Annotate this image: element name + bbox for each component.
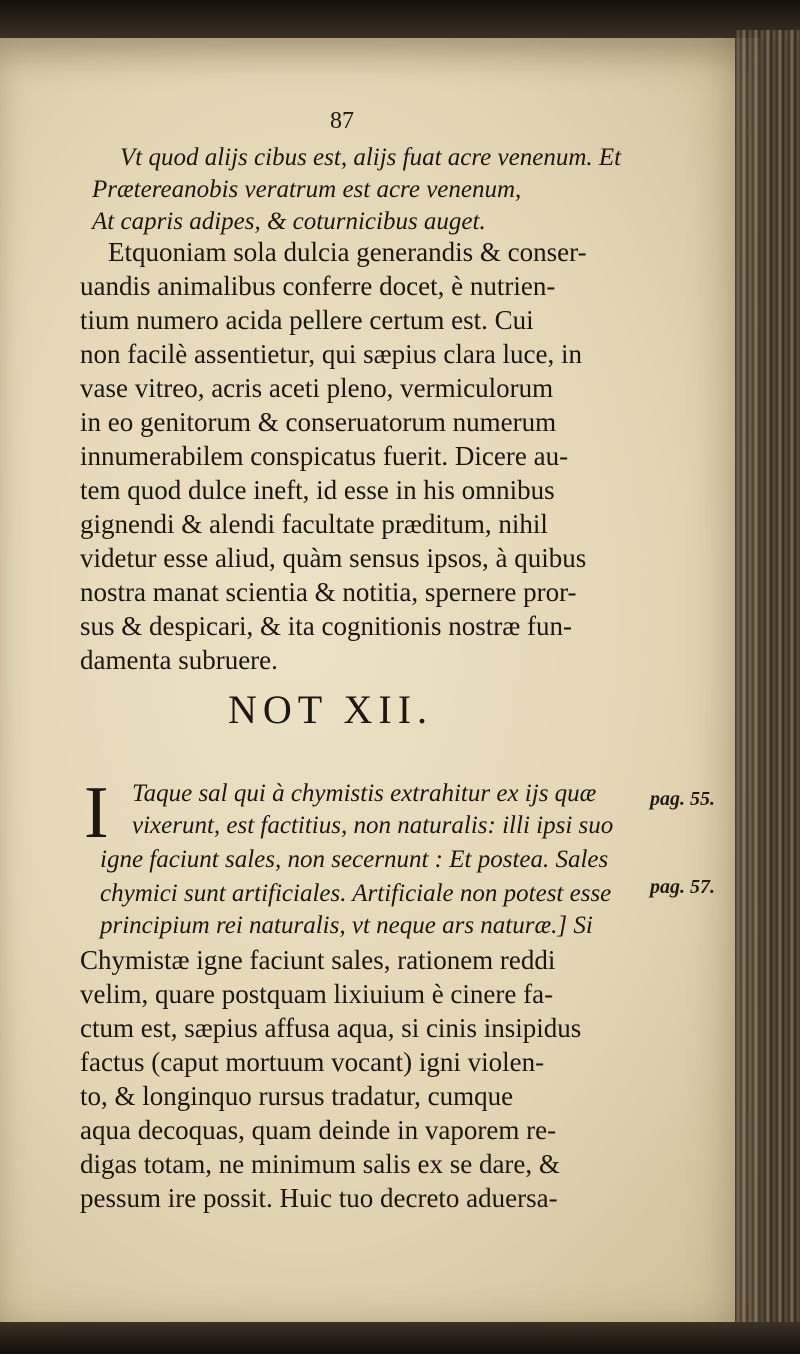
text-line: non facilè assentietur, qui sæpius clara luce, in <box>80 339 583 369</box>
text-line: tium numero acida pellere certum est. Cui <box>80 305 534 335</box>
text-line: damenta subruere. <box>80 645 278 675</box>
text-line-italic: Taque sal qui à chymistis extrahitur ex ijs quæ <box>132 780 597 807</box>
text-line: Chymistæ igne faciunt sales, rationem reddi <box>80 945 556 975</box>
text-line: aqua decoquas, quam deinde in vaporem re- <box>80 1115 557 1145</box>
text-line: tem quod dulce ineft, id esse in his omnibus <box>80 475 555 505</box>
text-line: vase vitreo, acris aceti pleno, vermiculorum <box>80 373 554 403</box>
text-line: to, & longinquo rursus tradatur, cumque <box>80 1081 514 1111</box>
margin-note: pag. 57. <box>650 876 715 898</box>
text-line: digas totam, ne minimum salis ex se dare, & <box>80 1149 560 1179</box>
text-line-italic: igne faciunt sales, non secernunt : Et postea. Sales <box>100 846 609 873</box>
text-line: innumerabilem conspicatus fuerit. Dicere au- <box>80 441 569 471</box>
text-line: factus (caput mortuum vocant) igni violen- <box>80 1047 545 1077</box>
text-line: uandis animalibus conferre docet, è nutrien- <box>80 271 556 301</box>
text-line: Etquoniam sola dulcia generandis & conser- <box>108 237 587 267</box>
book-spine-edge <box>735 30 800 1330</box>
text-line-italic: chymici sunt artificiales. Artificiale non potest esse <box>100 880 612 907</box>
section-heading: NOT XII. <box>228 687 434 732</box>
text-line: nostra manat scientia & notitia, spernere pror- <box>80 577 577 607</box>
drop-capital: I <box>84 772 109 854</box>
verse-line: Prætereanobis veratrum est acre venenum, <box>92 176 522 203</box>
text-line: in eo genitorum & conseruatorum numerum <box>80 407 557 437</box>
verse-line: At capris adipes, & coturnicibus auget. <box>92 208 486 235</box>
text-line: videtur esse aliud, quàm sensus ipsos, à quibus <box>80 543 587 573</box>
text-line: velim, quare postquam lixiuium è cinere fa- <box>80 979 554 1009</box>
text-line-italic: principium rei naturalis, vt neque ars naturæ.] Si <box>100 912 593 939</box>
verse-line: Vt quod alijs cibus est, alijs fuat acre venenum. Et <box>120 144 622 171</box>
text-line: ctum est, sæpius affusa aqua, si cinis insipidus <box>80 1013 582 1043</box>
text-line-italic: vixerunt, est factitius, non naturalis: illi ipsi suo <box>132 812 614 839</box>
text-line: gignendi & alendi facultate præditum, nihil <box>80 509 548 539</box>
page-number: 87 <box>330 108 354 134</box>
text-line: pessum ire possit. Huic tuo decreto aduersa- <box>80 1183 558 1213</box>
margin-note: pag. 55. <box>650 788 715 810</box>
text-line: sus & despicari, & ita cognitionis nostræ fun- <box>80 611 572 641</box>
